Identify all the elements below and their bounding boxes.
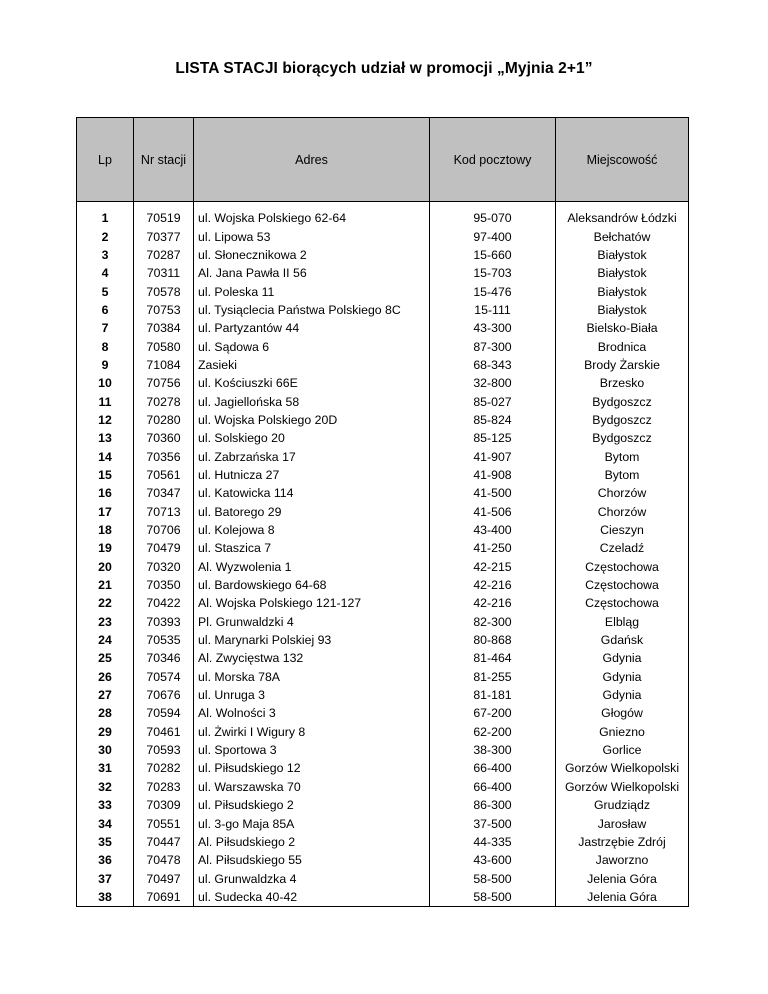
cell-adres: ul. Wojska Polskiego 20D bbox=[194, 411, 430, 429]
cell-kod-pocztowy: 58-500 bbox=[430, 888, 556, 907]
cell-miejscowosc: Częstochowa bbox=[556, 576, 689, 594]
cell-nr-stacji: 70578 bbox=[134, 282, 194, 300]
cell-kod-pocztowy: 66-400 bbox=[430, 778, 556, 796]
cell-adres: ul. Sądowa 6 bbox=[194, 337, 430, 355]
cell-adres: ul. Sportowa 3 bbox=[194, 741, 430, 759]
table-row bbox=[77, 246, 689, 264]
cell-lp: 15 bbox=[77, 466, 134, 484]
cell-nr-stacji: 70535 bbox=[134, 631, 194, 649]
table-row bbox=[77, 264, 689, 282]
cell-nr-stacji: 70706 bbox=[134, 521, 194, 539]
cell-adres: Pl. Grunwaldzki 4 bbox=[194, 613, 430, 631]
cell-miejscowosc: Elbląg bbox=[556, 613, 689, 631]
header-row bbox=[77, 118, 689, 202]
cell-nr-stacji: 70479 bbox=[134, 539, 194, 557]
cell-kod-pocztowy: 85-027 bbox=[430, 392, 556, 410]
stations-table bbox=[76, 117, 689, 907]
cell-nr-stacji: 70594 bbox=[134, 704, 194, 722]
cell-miejscowosc: Grudziądz bbox=[556, 796, 689, 814]
cell-miejscowosc: Brodnica bbox=[556, 337, 689, 355]
table-row bbox=[77, 447, 689, 465]
cell-lp: 37 bbox=[77, 869, 134, 887]
cell-miejscowosc: Gdańsk bbox=[556, 631, 689, 649]
cell-adres: ul. Unruga 3 bbox=[194, 686, 430, 704]
cell-nr-stacji: 70360 bbox=[134, 429, 194, 447]
cell-lp: 18 bbox=[77, 521, 134, 539]
table-row bbox=[77, 888, 689, 907]
cell-lp: 38 bbox=[77, 888, 134, 907]
cell-nr-stacji: 70350 bbox=[134, 576, 194, 594]
table-row bbox=[77, 613, 689, 631]
cell-kod-pocztowy: 15-703 bbox=[430, 264, 556, 282]
cell-lp: 12 bbox=[77, 411, 134, 429]
cell-nr-stacji: 70519 bbox=[134, 209, 194, 227]
cell-miejscowosc: Bydgoszcz bbox=[556, 411, 689, 429]
table-row bbox=[77, 319, 689, 337]
cell-nr-stacji: 70478 bbox=[134, 851, 194, 869]
cell-lp: 4 bbox=[77, 264, 134, 282]
cell-lp: 28 bbox=[77, 704, 134, 722]
table-row bbox=[77, 594, 689, 612]
cell-miejscowosc: Gorzów Wielkopolski bbox=[556, 778, 689, 796]
cell-kod-pocztowy: 41-907 bbox=[430, 447, 556, 465]
cell-kod-pocztowy: 66-400 bbox=[430, 759, 556, 777]
cell-kod-pocztowy: 32-800 bbox=[430, 374, 556, 392]
table-row bbox=[77, 301, 689, 319]
cell-adres: ul. Piłsudskiego 2 bbox=[194, 796, 430, 814]
cell-kod-pocztowy: 81-255 bbox=[430, 668, 556, 686]
cell-nr-stacji: 70280 bbox=[134, 411, 194, 429]
cell-miejscowosc: Częstochowa bbox=[556, 594, 689, 612]
cell-adres: Al. Jana Pawła II 56 bbox=[194, 264, 430, 282]
cell-lp: 35 bbox=[77, 833, 134, 851]
table-row bbox=[77, 759, 689, 777]
cell-lp: 23 bbox=[77, 613, 134, 631]
cell-kod-pocztowy: 86-300 bbox=[430, 796, 556, 814]
cell-lp: 30 bbox=[77, 741, 134, 759]
cell-lp: 36 bbox=[77, 851, 134, 869]
cell-adres: ul. Lipowa 53 bbox=[194, 227, 430, 245]
cell-miejscowosc: Gdynia bbox=[556, 649, 689, 667]
table-row bbox=[77, 521, 689, 539]
cell-miejscowosc: Bielsko-Biała bbox=[556, 319, 689, 337]
cell-kod-pocztowy: 87-300 bbox=[430, 337, 556, 355]
table-row bbox=[77, 374, 689, 392]
table-row bbox=[77, 282, 689, 300]
cell-adres: ul. Solskiego 20 bbox=[194, 429, 430, 447]
cell-miejscowosc: Jarosław bbox=[556, 814, 689, 832]
cell-lp: 11 bbox=[77, 392, 134, 410]
cell-adres: ul. Marynarki Polskiej 93 bbox=[194, 631, 430, 649]
cell-lp: 31 bbox=[77, 759, 134, 777]
table-body bbox=[77, 209, 689, 907]
cell-adres: ul. Bardowskiego 64-68 bbox=[194, 576, 430, 594]
cell-kod-pocztowy: 81-464 bbox=[430, 649, 556, 667]
table-row bbox=[77, 778, 689, 796]
cell-adres: ul. Jagiellońska 58 bbox=[194, 392, 430, 410]
cell-lp: 20 bbox=[77, 558, 134, 576]
cell-kod-pocztowy: 37-500 bbox=[430, 814, 556, 832]
cell-kod-pocztowy: 67-200 bbox=[430, 704, 556, 722]
cell-lp: 3 bbox=[77, 246, 134, 264]
table-row bbox=[77, 631, 689, 649]
header-nr-stacji: Nr stacji bbox=[134, 118, 194, 202]
cell-lp: 29 bbox=[77, 723, 134, 741]
cell-lp: 13 bbox=[77, 429, 134, 447]
table-row bbox=[77, 209, 689, 227]
cell-adres: ul. Tysiąclecia Państwa Polskiego 8C bbox=[194, 301, 430, 319]
cell-lp: 17 bbox=[77, 503, 134, 521]
cell-lp: 33 bbox=[77, 796, 134, 814]
cell-adres: Al. Piłsudskiego 2 bbox=[194, 833, 430, 851]
cell-nr-stacji: 70377 bbox=[134, 227, 194, 245]
cell-adres: ul. Grunwaldzka 4 bbox=[194, 869, 430, 887]
table-row bbox=[77, 741, 689, 759]
cell-lp: 10 bbox=[77, 374, 134, 392]
cell-miejscowosc: Bytom bbox=[556, 447, 689, 465]
table-row bbox=[77, 466, 689, 484]
table-row bbox=[77, 796, 689, 814]
cell-kod-pocztowy: 44-335 bbox=[430, 833, 556, 851]
table-row bbox=[77, 851, 689, 869]
cell-nr-stacji: 70311 bbox=[134, 264, 194, 282]
cell-kod-pocztowy: 43-300 bbox=[430, 319, 556, 337]
cell-nr-stacji: 70713 bbox=[134, 503, 194, 521]
cell-kod-pocztowy: 62-200 bbox=[430, 723, 556, 741]
cell-nr-stacji: 70574 bbox=[134, 668, 194, 686]
table-row bbox=[77, 484, 689, 502]
cell-adres: ul. 3-go Maja 85A bbox=[194, 814, 430, 832]
cell-nr-stacji: 70422 bbox=[134, 594, 194, 612]
table-row bbox=[77, 869, 689, 887]
cell-miejscowosc: Jelenia Góra bbox=[556, 869, 689, 887]
cell-lp: 8 bbox=[77, 337, 134, 355]
cell-lp: 1 bbox=[77, 209, 134, 227]
cell-adres: ul. Batorego 29 bbox=[194, 503, 430, 521]
cell-kod-pocztowy: 85-125 bbox=[430, 429, 556, 447]
page-title: LISTA STACJI biorących udział w promocji „Myjnia 2+1” bbox=[175, 60, 593, 77]
table-row bbox=[77, 429, 689, 447]
cell-lp: 6 bbox=[77, 301, 134, 319]
cell-adres: Al. Zwycięstwa 132 bbox=[194, 649, 430, 667]
cell-nr-stacji: 70393 bbox=[134, 613, 194, 631]
table-row bbox=[77, 814, 689, 832]
table-row bbox=[77, 833, 689, 851]
cell-kod-pocztowy: 97-400 bbox=[430, 227, 556, 245]
cell-kod-pocztowy: 80-868 bbox=[430, 631, 556, 649]
cell-kod-pocztowy: 58-500 bbox=[430, 869, 556, 887]
cell-kod-pocztowy: 41-506 bbox=[430, 503, 556, 521]
table-row bbox=[77, 649, 689, 667]
spacer-row bbox=[77, 202, 689, 210]
cell-miejscowosc: Gorzów Wielkopolski bbox=[556, 759, 689, 777]
cell-miejscowosc: Brody Żarskie bbox=[556, 356, 689, 374]
table-header bbox=[77, 118, 689, 202]
cell-adres: Al. Wyzwolenia 1 bbox=[194, 558, 430, 576]
cell-kod-pocztowy: 85-824 bbox=[430, 411, 556, 429]
cell-kod-pocztowy: 68-343 bbox=[430, 356, 556, 374]
cell-kod-pocztowy: 38-300 bbox=[430, 741, 556, 759]
cell-miejscowosc: Bydgoszcz bbox=[556, 429, 689, 447]
table-row bbox=[77, 227, 689, 245]
table-row bbox=[77, 503, 689, 521]
cell-adres: ul. Wojska Polskiego 62-64 bbox=[194, 209, 430, 227]
cell-miejscowosc: Bełchatów bbox=[556, 227, 689, 245]
cell-nr-stacji: 70753 bbox=[134, 301, 194, 319]
cell-lp: 21 bbox=[77, 576, 134, 594]
cell-adres: ul. Żwirki I Wigury 8 bbox=[194, 723, 430, 741]
cell-miejscowosc: Białystok bbox=[556, 301, 689, 319]
cell-nr-stacji: 70447 bbox=[134, 833, 194, 851]
cell-adres: ul. Hutnicza 27 bbox=[194, 466, 430, 484]
cell-nr-stacji: 70347 bbox=[134, 484, 194, 502]
cell-nr-stacji: 71084 bbox=[134, 356, 194, 374]
table-row bbox=[77, 576, 689, 594]
cell-lp: 25 bbox=[77, 649, 134, 667]
cell-lp: 27 bbox=[77, 686, 134, 704]
cell-adres: ul. Katowicka 114 bbox=[194, 484, 430, 502]
cell-nr-stacji: 70320 bbox=[134, 558, 194, 576]
cell-nr-stacji: 70497 bbox=[134, 869, 194, 887]
cell-miejscowosc: Chorzów bbox=[556, 503, 689, 521]
cell-adres: ul. Piłsudskiego 12 bbox=[194, 759, 430, 777]
cell-miejscowosc: Brzesko bbox=[556, 374, 689, 392]
cell-lp: 9 bbox=[77, 356, 134, 374]
cell-nr-stacji: 70278 bbox=[134, 392, 194, 410]
table-row bbox=[77, 686, 689, 704]
cell-miejscowosc: Częstochowa bbox=[556, 558, 689, 576]
cell-kod-pocztowy: 42-216 bbox=[430, 576, 556, 594]
cell-kod-pocztowy: 43-600 bbox=[430, 851, 556, 869]
table-spacer bbox=[77, 202, 689, 210]
cell-miejscowosc: Aleksandrów Łódzki bbox=[556, 209, 689, 227]
cell-kod-pocztowy: 41-908 bbox=[430, 466, 556, 484]
cell-adres: ul. Słonecznikowa 2 bbox=[194, 246, 430, 264]
table-row bbox=[77, 356, 689, 374]
cell-miejscowosc: Gniezno bbox=[556, 723, 689, 741]
cell-lp: 14 bbox=[77, 447, 134, 465]
cell-lp: 19 bbox=[77, 539, 134, 557]
cell-miejscowosc: Gorlice bbox=[556, 741, 689, 759]
cell-lp: 22 bbox=[77, 594, 134, 612]
table-row bbox=[77, 392, 689, 410]
cell-nr-stacji: 70551 bbox=[134, 814, 194, 832]
header-kod-pocztowy: Kod pocztowy bbox=[430, 118, 556, 202]
header-adres: Adres bbox=[194, 118, 430, 202]
cell-adres: ul. Sudecka 40-42 bbox=[194, 888, 430, 907]
cell-miejscowosc: Białystok bbox=[556, 282, 689, 300]
cell-nr-stacji: 70580 bbox=[134, 337, 194, 355]
cell-miejscowosc: Cieszyn bbox=[556, 521, 689, 539]
cell-kod-pocztowy: 43-400 bbox=[430, 521, 556, 539]
cell-kod-pocztowy: 15-476 bbox=[430, 282, 556, 300]
stations-table-wrapper bbox=[76, 117, 688, 907]
cell-nr-stacji: 70676 bbox=[134, 686, 194, 704]
header-miejscowosc: Miejscowość bbox=[556, 118, 689, 202]
cell-adres: Zasieki bbox=[194, 356, 430, 374]
cell-lp: 5 bbox=[77, 282, 134, 300]
cell-lp: 34 bbox=[77, 814, 134, 832]
table-row bbox=[77, 337, 689, 355]
cell-kod-pocztowy: 15-660 bbox=[430, 246, 556, 264]
cell-adres: Al. Piłsudskiego 55 bbox=[194, 851, 430, 869]
cell-miejscowosc: Głogów bbox=[556, 704, 689, 722]
cell-adres: ul. Zabrzańska 17 bbox=[194, 447, 430, 465]
cell-miejscowosc: Jaworzno bbox=[556, 851, 689, 869]
cell-kod-pocztowy: 41-250 bbox=[430, 539, 556, 557]
cell-lp: 32 bbox=[77, 778, 134, 796]
cell-lp: 24 bbox=[77, 631, 134, 649]
cell-kod-pocztowy: 42-216 bbox=[430, 594, 556, 612]
cell-nr-stacji: 70561 bbox=[134, 466, 194, 484]
cell-adres: Al. Wolności 3 bbox=[194, 704, 430, 722]
table-row bbox=[77, 558, 689, 576]
cell-kod-pocztowy: 41-500 bbox=[430, 484, 556, 502]
cell-lp: 26 bbox=[77, 668, 134, 686]
cell-miejscowosc: Jastrzębie Zdrój bbox=[556, 833, 689, 851]
cell-kod-pocztowy: 95-070 bbox=[430, 209, 556, 227]
cell-nr-stacji: 70287 bbox=[134, 246, 194, 264]
cell-adres: ul. Staszica 7 bbox=[194, 539, 430, 557]
cell-nr-stacji: 70356 bbox=[134, 447, 194, 465]
cell-miejscowosc: Białystok bbox=[556, 246, 689, 264]
cell-kod-pocztowy: 81-181 bbox=[430, 686, 556, 704]
cell-adres: ul. Poleska 11 bbox=[194, 282, 430, 300]
cell-miejscowosc: Czeladź bbox=[556, 539, 689, 557]
cell-nr-stacji: 70309 bbox=[134, 796, 194, 814]
cell-miejscowosc: Białystok bbox=[556, 264, 689, 282]
cell-miejscowosc: Chorzów bbox=[556, 484, 689, 502]
cell-kod-pocztowy: 42-215 bbox=[430, 558, 556, 576]
cell-miejscowosc: Bytom bbox=[556, 466, 689, 484]
cell-nr-stacji: 70346 bbox=[134, 649, 194, 667]
cell-miejscowosc: Bydgoszcz bbox=[556, 392, 689, 410]
cell-adres: Al. Wojska Polskiego 121-127 bbox=[194, 594, 430, 612]
cell-nr-stacji: 70691 bbox=[134, 888, 194, 907]
cell-kod-pocztowy: 15-111 bbox=[430, 301, 556, 319]
cell-nr-stacji: 70461 bbox=[134, 723, 194, 741]
cell-nr-stacji: 70593 bbox=[134, 741, 194, 759]
cell-miejscowosc: Gdynia bbox=[556, 668, 689, 686]
cell-adres: ul. Kościuszki 66E bbox=[194, 374, 430, 392]
cell-adres: ul. Warszawska 70 bbox=[194, 778, 430, 796]
cell-lp: 7 bbox=[77, 319, 134, 337]
cell-lp: 16 bbox=[77, 484, 134, 502]
cell-nr-stacji: 70384 bbox=[134, 319, 194, 337]
table-row bbox=[77, 723, 689, 741]
table-row bbox=[77, 539, 689, 557]
cell-nr-stacji: 70756 bbox=[134, 374, 194, 392]
table-row bbox=[77, 411, 689, 429]
table-row bbox=[77, 668, 689, 686]
cell-adres: ul. Morska 78A bbox=[194, 668, 430, 686]
cell-kod-pocztowy: 82-300 bbox=[430, 613, 556, 631]
cell-miejscowosc: Gdynia bbox=[556, 686, 689, 704]
cell-nr-stacji: 70282 bbox=[134, 759, 194, 777]
cell-nr-stacji: 70283 bbox=[134, 778, 194, 796]
cell-miejscowosc: Jelenia Góra bbox=[556, 888, 689, 907]
cell-lp: 2 bbox=[77, 227, 134, 245]
header-lp: Lp bbox=[77, 118, 134, 202]
cell-adres: ul. Kolejowa 8 bbox=[194, 521, 430, 539]
table-row bbox=[77, 704, 689, 722]
cell-adres: ul. Partyzantów 44 bbox=[194, 319, 430, 337]
